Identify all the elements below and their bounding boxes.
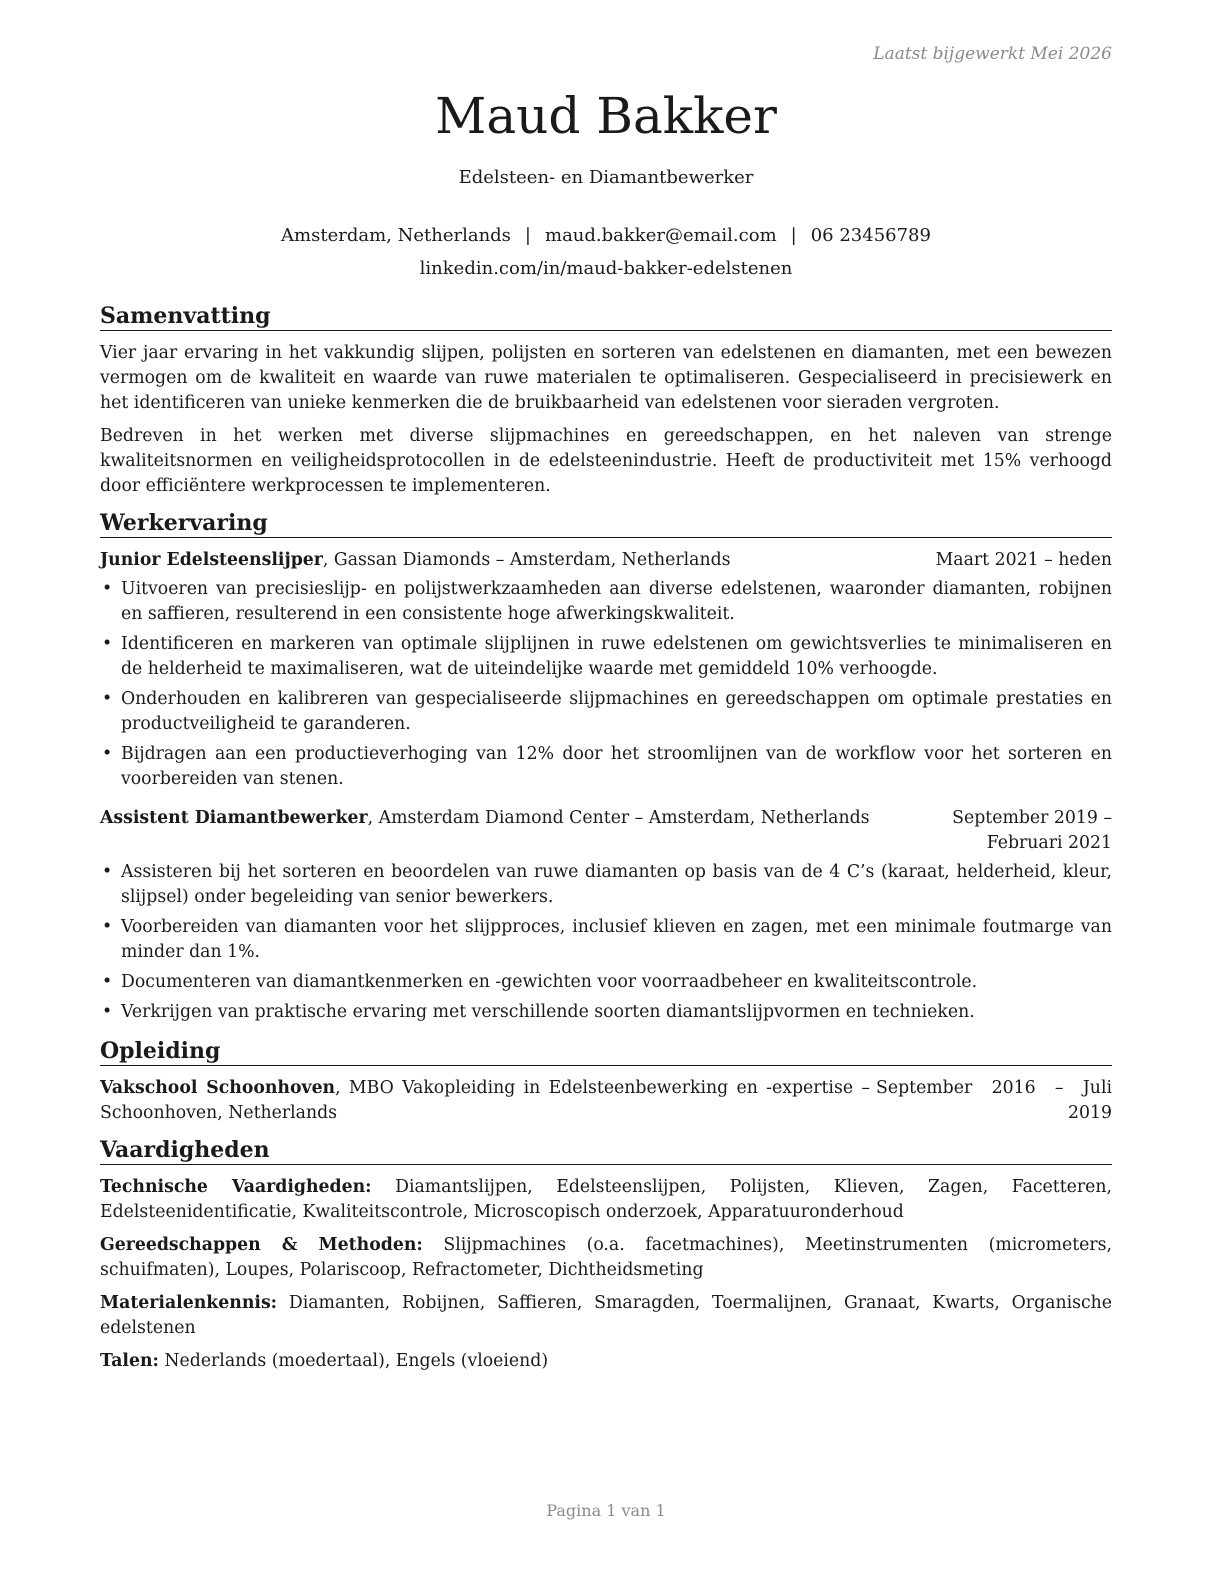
education-dates: September 2016 – Juli 2019 (876, 1078, 1112, 1123)
list-item: • Bijdragen aan een productieverhoging van 12% door het stroomlijnen van de workflow voor het sorteren en voorbereiden van stenen. (102, 744, 1112, 789)
section-heading: Vaardigheden (100, 1138, 1112, 1165)
job-bullets (100, 577, 1112, 792)
job-company: , Amsterdam Diamond Center – Amsterdam, Netherlands (367, 808, 870, 828)
job-role: Assistent Diamantbewerker (100, 808, 368, 828)
bullet-icon: • (102, 862, 113, 882)
education-details: , MBO Vakopleiding in Edelsteenbewerking en -expertise – Schoonhoven, Netherlands (100, 1078, 870, 1123)
section-heading: Samenvatting (100, 304, 1112, 331)
candidate-title: Edelsteen- en Diamantbewerker (458, 167, 754, 188)
skill-label: Technische Vaardigheden: (100, 1177, 372, 1197)
bullet-icon: • (102, 579, 113, 599)
list-item: • Uitvoeren van precisieslijp- en polijstwerkzaamheden aan diverse edelstenen, waaronder diamanten, robijnen en saffieren, resulterend in een consistente hoge afwerkingskwaliteit. (102, 579, 1112, 624)
contact-line (100, 219, 1112, 252)
bullet-icon: • (102, 689, 113, 709)
bullet-icon: • (102, 634, 113, 654)
skill-text: Diamanten, Robijnen, Saffieren, Smaragden, Toermalijnen, Granaat, Kwarts, Organische edelstenen (100, 1293, 1112, 1338)
bullet-icon: • (102, 744, 113, 764)
skill-text: Nederlands (moedertaal), Engels (vloeiend) (164, 1351, 549, 1371)
job-header (100, 548, 1112, 573)
job-entry (100, 806, 1112, 1025)
list-item: • Voorbereiden van diamanten voor het slijpproces, inclusief klieven en zagen, met een minimale foutmarge van minder dan 1%. (102, 917, 1112, 962)
job-bullets (100, 860, 1112, 1025)
education-section (100, 1039, 1112, 1126)
job-role: Junior Edelsteenslijper (100, 550, 323, 570)
last-updated: Laatst bijgewerkt Mei 2026 (873, 44, 1112, 64)
job-header (100, 806, 1112, 856)
summary-paragraph: Bedreven in het werken met diverse slijpmachines en gereedschappen, en het naleven van strenge kwaliteitsnormen en veiligheidsprotocollen in de edelsteenindustrie. Heeft de productiviteit met 15% verhoogd door efficiëntere werkprocessen te implementeren. (100, 426, 1112, 496)
contact-email[interactable]: maud.bakker@email.com (545, 225, 777, 246)
job-dates: Maart 2021 – heden (935, 550, 1112, 570)
summary-paragraph: Vier jaar ervaring in het vakkundig slijpen, polijsten en sorteren van edelstenen en diamanten, met een bewezen vermogen om de kwaliteit en waarde van ruwe materialen te optimaliseren. Gespecialiseerd in precisiewerk en het identificeren van unieke kenmerken die de bruikbaarheid van edelstenen voor sieraden vergroten. (100, 343, 1112, 413)
job-company: , Gassan Diamonds – Amsterdam, Netherlands (322, 550, 731, 570)
contact-separator: | (524, 225, 531, 246)
list-item: • Documenteren van diamantkenmerken en -gewichten voor voorraadbeheer en kwaliteitscontrole. (100, 970, 1112, 995)
skill-row (100, 1349, 1112, 1374)
section-heading: Opleiding (100, 1039, 1112, 1066)
skill-label: Gereedschappen & Methoden: (100, 1235, 423, 1255)
experience-section (100, 511, 1112, 1025)
contact-block (100, 219, 1112, 285)
skill-row (100, 1233, 1112, 1283)
job-entry (100, 548, 1112, 792)
contact-linkedin[interactable]: linkedin.com/in/maud-bakker-edelstenen (419, 258, 793, 279)
education-entry (100, 1076, 1112, 1126)
bullet-icon: • (102, 972, 113, 992)
list-item: • Assisteren bij het sorteren en beoordelen van ruwe diamanten op basis van de 4 C’s (karaat, helderheid, kleur, slijpsel) onder begeleiding van senior bewerkers. (102, 862, 1112, 907)
resume-content (100, 304, 1112, 1386)
contact-phone[interactable]: 06 23456789 (810, 225, 931, 246)
page-number: Pagina 1 van 1 (546, 1501, 666, 1520)
education-school: Vakschool Schoonhoven (100, 1078, 336, 1098)
contact-separator: | (790, 225, 797, 246)
skill-row (100, 1175, 1112, 1225)
skill-label: Materialenkennis: (100, 1293, 278, 1313)
skill-text: Slijpmachines (o.a. facetmachines), Meetinstrumenten (micrometers, schuifmaten), Loupes, Polariscoop, Refractometer, Dichtheidsmeting (100, 1235, 1113, 1280)
candidate-name: Maud Bakker (435, 87, 777, 145)
skill-row (100, 1291, 1112, 1341)
list-item: • Verkrijgen van praktische ervaring met verschillende soorten diamantslijpvormen en technieken. (100, 1000, 1112, 1025)
skills-section (100, 1138, 1112, 1374)
list-item: • Onderhouden en kalibreren van gespecialiseerde slijpmachines en gereedschappen om optimale prestaties en productveiligheid te garanderen. (102, 689, 1112, 734)
bullet-icon: • (102, 917, 113, 937)
summary-section (100, 304, 1112, 499)
skill-label: Talen: (100, 1351, 159, 1371)
section-heading: Werkervaring (100, 511, 1112, 538)
bullet-icon: • (102, 1002, 113, 1022)
skill-text: Diamantslijpen, Edelsteenslijpen, Polijsten, Klieven, Zagen, Facetteren, Edelsteenidentificatie, Kwaliteitscontrole, Microscopisch onderzoek, Apparatuuronderhoud (100, 1177, 1112, 1222)
contact-location: Amsterdam, Netherlands (281, 225, 511, 246)
job-dates: September 2019 – Februari 2021 (952, 808, 1112, 853)
list-item: • Identificeren en markeren van optimale slijplijnen in ruwe edelstenen om gewichtsverlies te minimaliseren en de helderheid te maximaliseren, wat de uiteindelijke waarde met gemiddeld 10% verhoogde. (102, 634, 1112, 679)
